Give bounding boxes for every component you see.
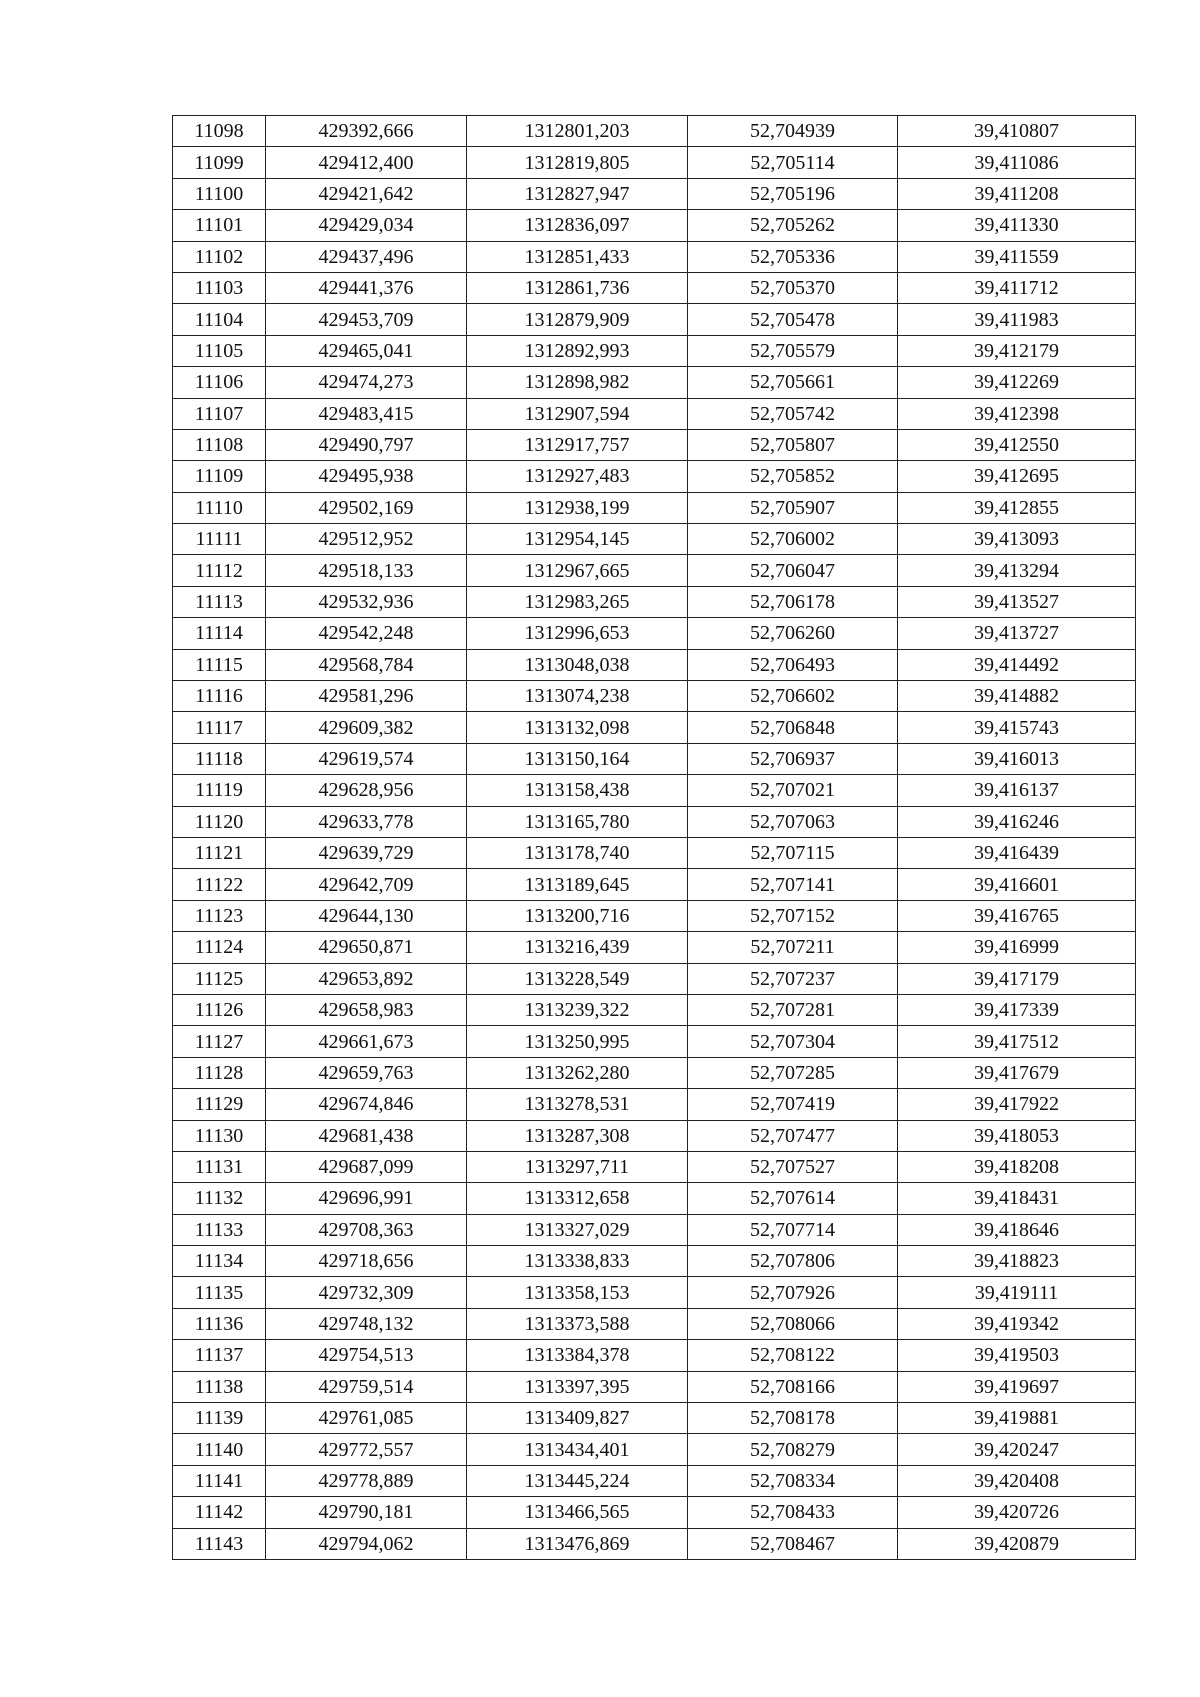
y-coordinate-cell: 1312938,199 <box>467 492 688 523</box>
y-coordinate-cell: 1313250,995 <box>467 1026 688 1057</box>
longitude-cell: 39,418208 <box>898 1151 1136 1182</box>
latitude-cell: 52,707304 <box>688 1026 898 1057</box>
x-coordinate-cell: 429437,496 <box>266 241 467 272</box>
point-number-cell: 11103 <box>173 272 266 303</box>
point-number-cell: 11125 <box>173 963 266 994</box>
table-row <box>173 398 1136 429</box>
x-coordinate-cell: 429502,169 <box>266 492 467 523</box>
point-number-cell: 11113 <box>173 586 266 617</box>
latitude-cell: 52,705907 <box>688 492 898 523</box>
longitude-cell: 39,419881 <box>898 1403 1136 1434</box>
latitude-cell: 52,707152 <box>688 900 898 931</box>
point-number-cell: 11129 <box>173 1089 266 1120</box>
table-row <box>173 555 1136 586</box>
point-number-cell: 11140 <box>173 1434 266 1465</box>
latitude-cell: 52,707141 <box>688 869 898 900</box>
x-coordinate-cell: 429653,892 <box>266 963 467 994</box>
latitude-cell: 52,705807 <box>688 429 898 460</box>
point-number-cell: 11109 <box>173 461 266 492</box>
x-coordinate-cell: 429542,248 <box>266 618 467 649</box>
y-coordinate-cell: 1313409,827 <box>467 1403 688 1434</box>
latitude-cell: 52,708178 <box>688 1403 898 1434</box>
table-row <box>173 492 1136 523</box>
longitude-cell: 39,416601 <box>898 869 1136 900</box>
longitude-cell: 39,417179 <box>898 963 1136 994</box>
x-coordinate-cell: 429412,400 <box>266 147 467 178</box>
x-coordinate-cell: 429650,871 <box>266 932 467 963</box>
latitude-cell: 52,706602 <box>688 681 898 712</box>
longitude-cell: 39,418053 <box>898 1120 1136 1151</box>
longitude-cell: 39,412550 <box>898 429 1136 460</box>
point-number-cell: 11127 <box>173 1026 266 1057</box>
longitude-cell: 39,413093 <box>898 524 1136 555</box>
latitude-cell: 52,708066 <box>688 1308 898 1339</box>
x-coordinate-cell: 429609,382 <box>266 712 467 743</box>
point-number-cell: 11114 <box>173 618 266 649</box>
x-coordinate-cell: 429759,514 <box>266 1371 467 1402</box>
table-row <box>173 367 1136 398</box>
latitude-cell: 52,705478 <box>688 304 898 335</box>
longitude-cell: 39,415743 <box>898 712 1136 743</box>
point-number-cell: 11143 <box>173 1528 266 1559</box>
latitude-cell: 52,705852 <box>688 461 898 492</box>
table-row <box>173 1308 1136 1339</box>
longitude-cell: 39,411983 <box>898 304 1136 335</box>
longitude-cell: 39,417339 <box>898 994 1136 1025</box>
longitude-cell: 39,412695 <box>898 461 1136 492</box>
x-coordinate-cell: 429674,846 <box>266 1089 467 1120</box>
longitude-cell: 39,413294 <box>898 555 1136 586</box>
y-coordinate-cell: 1312907,594 <box>467 398 688 429</box>
point-number-cell: 11105 <box>173 335 266 366</box>
table-row <box>173 1089 1136 1120</box>
y-coordinate-cell: 1312819,805 <box>467 147 688 178</box>
y-coordinate-cell: 1313476,869 <box>467 1528 688 1559</box>
x-coordinate-cell: 429392,666 <box>266 116 467 147</box>
latitude-cell: 52,707063 <box>688 806 898 837</box>
y-coordinate-cell: 1313373,588 <box>467 1308 688 1339</box>
longitude-cell: 39,412269 <box>898 367 1136 398</box>
y-coordinate-cell: 1313384,378 <box>467 1340 688 1371</box>
longitude-cell: 39,416999 <box>898 932 1136 963</box>
y-coordinate-cell: 1313466,565 <box>467 1497 688 1528</box>
x-coordinate-cell: 429754,513 <box>266 1340 467 1371</box>
point-number-cell: 11115 <box>173 649 266 680</box>
latitude-cell: 52,707806 <box>688 1246 898 1277</box>
longitude-cell: 39,417512 <box>898 1026 1136 1057</box>
table-row <box>173 806 1136 837</box>
table-row <box>173 900 1136 931</box>
x-coordinate-cell: 429628,956 <box>266 775 467 806</box>
longitude-cell: 39,414882 <box>898 681 1136 712</box>
y-coordinate-cell: 1313189,645 <box>467 869 688 900</box>
x-coordinate-cell: 429495,938 <box>266 461 467 492</box>
point-number-cell: 11107 <box>173 398 266 429</box>
longitude-cell: 39,416013 <box>898 743 1136 774</box>
x-coordinate-cell: 429633,778 <box>266 806 467 837</box>
x-coordinate-cell: 429659,763 <box>266 1057 467 1088</box>
table-row <box>173 1497 1136 1528</box>
latitude-cell: 52,705742 <box>688 398 898 429</box>
table-row <box>173 1465 1136 1496</box>
longitude-cell: 39,411330 <box>898 210 1136 241</box>
table-row <box>173 869 1136 900</box>
point-number-cell: 11112 <box>173 555 266 586</box>
table-row <box>173 429 1136 460</box>
latitude-cell: 52,708279 <box>688 1434 898 1465</box>
x-coordinate-cell: 429794,062 <box>266 1528 467 1559</box>
latitude-cell: 52,707714 <box>688 1214 898 1245</box>
y-coordinate-cell: 1312927,483 <box>467 461 688 492</box>
table-row <box>173 963 1136 994</box>
longitude-cell: 39,419111 <box>898 1277 1136 1308</box>
latitude-cell: 52,704939 <box>688 116 898 147</box>
x-coordinate-cell: 429453,709 <box>266 304 467 335</box>
latitude-cell: 52,706937 <box>688 743 898 774</box>
y-coordinate-cell: 1313200,716 <box>467 900 688 931</box>
x-coordinate-cell: 429581,296 <box>266 681 467 712</box>
table-row <box>173 1057 1136 1088</box>
point-number-cell: 11106 <box>173 367 266 398</box>
y-coordinate-cell: 1313312,658 <box>467 1183 688 1214</box>
coordinates-table-body <box>173 116 1136 1560</box>
table-row <box>173 1214 1136 1245</box>
x-coordinate-cell: 429696,991 <box>266 1183 467 1214</box>
point-number-cell: 11120 <box>173 806 266 837</box>
y-coordinate-cell: 1312879,909 <box>467 304 688 335</box>
longitude-cell: 39,416765 <box>898 900 1136 931</box>
longitude-cell: 39,417679 <box>898 1057 1136 1088</box>
latitude-cell: 52,706493 <box>688 649 898 680</box>
table-row <box>173 775 1136 806</box>
table-row <box>173 994 1136 1025</box>
point-number-cell: 11131 <box>173 1151 266 1182</box>
point-number-cell: 11138 <box>173 1371 266 1402</box>
point-number-cell: 11101 <box>173 210 266 241</box>
longitude-cell: 39,418431 <box>898 1183 1136 1214</box>
latitude-cell: 52,708166 <box>688 1371 898 1402</box>
table-row <box>173 147 1136 178</box>
x-coordinate-cell: 429421,642 <box>266 178 467 209</box>
y-coordinate-cell: 1313445,224 <box>467 1465 688 1496</box>
y-coordinate-cell: 1313397,395 <box>467 1371 688 1402</box>
latitude-cell: 52,706260 <box>688 618 898 649</box>
y-coordinate-cell: 1312801,203 <box>467 116 688 147</box>
latitude-cell: 52,708334 <box>688 1465 898 1496</box>
longitude-cell: 39,419503 <box>898 1340 1136 1371</box>
table-row <box>173 1340 1136 1371</box>
longitude-cell: 39,411559 <box>898 241 1136 272</box>
longitude-cell: 39,416137 <box>898 775 1136 806</box>
latitude-cell: 52,707237 <box>688 963 898 994</box>
latitude-cell: 52,707527 <box>688 1151 898 1182</box>
x-coordinate-cell: 429568,784 <box>266 649 467 680</box>
y-coordinate-cell: 1313216,439 <box>467 932 688 963</box>
y-coordinate-cell: 1313358,153 <box>467 1277 688 1308</box>
table-row <box>173 461 1136 492</box>
latitude-cell: 52,707614 <box>688 1183 898 1214</box>
longitude-cell: 39,412398 <box>898 398 1136 429</box>
longitude-cell: 39,411208 <box>898 178 1136 209</box>
y-coordinate-cell: 1312827,947 <box>467 178 688 209</box>
y-coordinate-cell: 1313434,401 <box>467 1434 688 1465</box>
latitude-cell: 52,708122 <box>688 1340 898 1371</box>
x-coordinate-cell: 429772,557 <box>266 1434 467 1465</box>
point-number-cell: 11130 <box>173 1120 266 1151</box>
point-number-cell: 11116 <box>173 681 266 712</box>
y-coordinate-cell: 1312917,757 <box>467 429 688 460</box>
x-coordinate-cell: 429465,041 <box>266 335 467 366</box>
x-coordinate-cell: 429661,673 <box>266 1026 467 1057</box>
y-coordinate-cell: 1312983,265 <box>467 586 688 617</box>
point-number-cell: 11100 <box>173 178 266 209</box>
latitude-cell: 52,705661 <box>688 367 898 398</box>
x-coordinate-cell: 429639,729 <box>266 837 467 868</box>
latitude-cell: 52,707477 <box>688 1120 898 1151</box>
table-row <box>173 178 1136 209</box>
table-row <box>173 1120 1136 1151</box>
point-number-cell: 11098 <box>173 116 266 147</box>
y-coordinate-cell: 1313297,711 <box>467 1151 688 1182</box>
point-number-cell: 11133 <box>173 1214 266 1245</box>
y-coordinate-cell: 1313165,780 <box>467 806 688 837</box>
table-row <box>173 1371 1136 1402</box>
point-number-cell: 11122 <box>173 869 266 900</box>
table-row <box>173 1528 1136 1559</box>
y-coordinate-cell: 1313228,549 <box>467 963 688 994</box>
longitude-cell: 39,416439 <box>898 837 1136 868</box>
table-row <box>173 335 1136 366</box>
table-row <box>173 743 1136 774</box>
table-row <box>173 1183 1136 1214</box>
table-row <box>173 1434 1136 1465</box>
latitude-cell: 52,705262 <box>688 210 898 241</box>
table-row <box>173 304 1136 335</box>
latitude-cell: 52,707211 <box>688 932 898 963</box>
x-coordinate-cell: 429441,376 <box>266 272 467 303</box>
latitude-cell: 52,705370 <box>688 272 898 303</box>
x-coordinate-cell: 429718,656 <box>266 1246 467 1277</box>
longitude-cell: 39,411712 <box>898 272 1136 303</box>
x-coordinate-cell: 429708,363 <box>266 1214 467 1245</box>
latitude-cell: 52,706178 <box>688 586 898 617</box>
point-number-cell: 11124 <box>173 932 266 963</box>
point-number-cell: 11136 <box>173 1308 266 1339</box>
y-coordinate-cell: 1313178,740 <box>467 837 688 868</box>
table-row <box>173 1246 1136 1277</box>
table-row <box>173 1151 1136 1182</box>
x-coordinate-cell: 429644,130 <box>266 900 467 931</box>
y-coordinate-cell: 1313278,531 <box>467 1089 688 1120</box>
longitude-cell: 39,418823 <box>898 1246 1136 1277</box>
y-coordinate-cell: 1313327,029 <box>467 1214 688 1245</box>
longitude-cell: 39,412179 <box>898 335 1136 366</box>
x-coordinate-cell: 429687,099 <box>266 1151 467 1182</box>
point-number-cell: 11137 <box>173 1340 266 1371</box>
y-coordinate-cell: 1312892,993 <box>467 335 688 366</box>
latitude-cell: 52,707419 <box>688 1089 898 1120</box>
longitude-cell: 39,419697 <box>898 1371 1136 1402</box>
latitude-cell: 52,708433 <box>688 1497 898 1528</box>
point-number-cell: 11141 <box>173 1465 266 1496</box>
latitude-cell: 52,706848 <box>688 712 898 743</box>
longitude-cell: 39,420879 <box>898 1528 1136 1559</box>
x-coordinate-cell: 429518,133 <box>266 555 467 586</box>
table-row <box>173 1026 1136 1057</box>
point-number-cell: 11123 <box>173 900 266 931</box>
point-number-cell: 11110 <box>173 492 266 523</box>
y-coordinate-cell: 1313158,438 <box>467 775 688 806</box>
table-row <box>173 618 1136 649</box>
longitude-cell: 39,417922 <box>898 1089 1136 1120</box>
y-coordinate-cell: 1313338,833 <box>467 1246 688 1277</box>
longitude-cell: 39,420408 <box>898 1465 1136 1496</box>
point-number-cell: 11128 <box>173 1057 266 1088</box>
y-coordinate-cell: 1313074,238 <box>467 681 688 712</box>
point-number-cell: 11121 <box>173 837 266 868</box>
longitude-cell: 39,411086 <box>898 147 1136 178</box>
longitude-cell: 39,420726 <box>898 1497 1136 1528</box>
x-coordinate-cell: 429748,132 <box>266 1308 467 1339</box>
latitude-cell: 52,707281 <box>688 994 898 1025</box>
point-number-cell: 11134 <box>173 1246 266 1277</box>
point-number-cell: 11119 <box>173 775 266 806</box>
point-number-cell: 11099 <box>173 147 266 178</box>
point-number-cell: 11142 <box>173 1497 266 1528</box>
point-number-cell: 11111 <box>173 524 266 555</box>
latitude-cell: 52,705336 <box>688 241 898 272</box>
longitude-cell: 39,410807 <box>898 116 1136 147</box>
longitude-cell: 39,416246 <box>898 806 1136 837</box>
point-number-cell: 11108 <box>173 429 266 460</box>
table-row <box>173 712 1136 743</box>
coordinates-table <box>172 115 1136 1560</box>
table-row <box>173 837 1136 868</box>
table-row <box>173 524 1136 555</box>
point-number-cell: 11132 <box>173 1183 266 1214</box>
longitude-cell: 39,413727 <box>898 618 1136 649</box>
x-coordinate-cell: 429761,085 <box>266 1403 467 1434</box>
latitude-cell: 52,707926 <box>688 1277 898 1308</box>
latitude-cell: 52,706047 <box>688 555 898 586</box>
latitude-cell: 52,705579 <box>688 335 898 366</box>
point-number-cell: 11104 <box>173 304 266 335</box>
y-coordinate-cell: 1312898,982 <box>467 367 688 398</box>
x-coordinate-cell: 429619,574 <box>266 743 467 774</box>
x-coordinate-cell: 429658,983 <box>266 994 467 1025</box>
latitude-cell: 52,705196 <box>688 178 898 209</box>
y-coordinate-cell: 1313048,038 <box>467 649 688 680</box>
table-row <box>173 210 1136 241</box>
y-coordinate-cell: 1313150,164 <box>467 743 688 774</box>
table-row <box>173 1277 1136 1308</box>
table-row <box>173 932 1136 963</box>
table-row <box>173 586 1136 617</box>
longitude-cell: 39,413527 <box>898 586 1136 617</box>
table-row <box>173 116 1136 147</box>
x-coordinate-cell: 429490,797 <box>266 429 467 460</box>
x-coordinate-cell: 429778,889 <box>266 1465 467 1496</box>
longitude-cell: 39,412855 <box>898 492 1136 523</box>
table-row <box>173 1403 1136 1434</box>
y-coordinate-cell: 1313262,280 <box>467 1057 688 1088</box>
x-coordinate-cell: 429512,952 <box>266 524 467 555</box>
x-coordinate-cell: 429732,309 <box>266 1277 467 1308</box>
point-number-cell: 11117 <box>173 712 266 743</box>
x-coordinate-cell: 429483,415 <box>266 398 467 429</box>
y-coordinate-cell: 1313239,322 <box>467 994 688 1025</box>
y-coordinate-cell: 1313132,098 <box>467 712 688 743</box>
y-coordinate-cell: 1312996,653 <box>467 618 688 649</box>
x-coordinate-cell: 429790,181 <box>266 1497 467 1528</box>
table-row <box>173 681 1136 712</box>
table-row <box>173 649 1136 680</box>
x-coordinate-cell: 429681,438 <box>266 1120 467 1151</box>
longitude-cell: 39,419342 <box>898 1308 1136 1339</box>
latitude-cell: 52,705114 <box>688 147 898 178</box>
table-row <box>173 241 1136 272</box>
y-coordinate-cell: 1312861,736 <box>467 272 688 303</box>
y-coordinate-cell: 1312954,145 <box>467 524 688 555</box>
y-coordinate-cell: 1312851,433 <box>467 241 688 272</box>
y-coordinate-cell: 1312836,097 <box>467 210 688 241</box>
latitude-cell: 52,706002 <box>688 524 898 555</box>
point-number-cell: 11102 <box>173 241 266 272</box>
x-coordinate-cell: 429474,273 <box>266 367 467 398</box>
table-row <box>173 272 1136 303</box>
point-number-cell: 11126 <box>173 994 266 1025</box>
x-coordinate-cell: 429532,936 <box>266 586 467 617</box>
x-coordinate-cell: 429429,034 <box>266 210 467 241</box>
latitude-cell: 52,708467 <box>688 1528 898 1559</box>
longitude-cell: 39,420247 <box>898 1434 1136 1465</box>
latitude-cell: 52,707115 <box>688 837 898 868</box>
longitude-cell: 39,414492 <box>898 649 1136 680</box>
latitude-cell: 52,707021 <box>688 775 898 806</box>
y-coordinate-cell: 1313287,308 <box>467 1120 688 1151</box>
x-coordinate-cell: 429642,709 <box>266 869 467 900</box>
latitude-cell: 52,707285 <box>688 1057 898 1088</box>
y-coordinate-cell: 1312967,665 <box>467 555 688 586</box>
longitude-cell: 39,418646 <box>898 1214 1136 1245</box>
point-number-cell: 11118 <box>173 743 266 774</box>
point-number-cell: 11135 <box>173 1277 266 1308</box>
point-number-cell: 11139 <box>173 1403 266 1434</box>
